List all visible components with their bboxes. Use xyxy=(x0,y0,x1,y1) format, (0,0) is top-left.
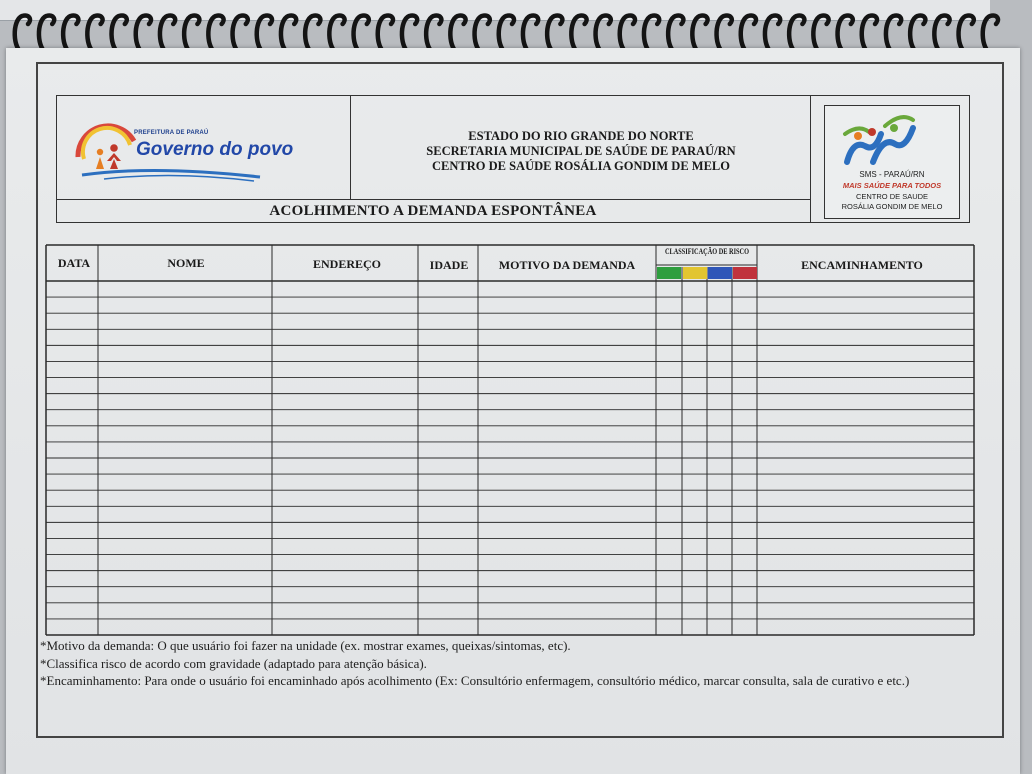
col-header-idade: IDADE xyxy=(429,258,469,272)
risk-color-swatch xyxy=(683,267,707,279)
form-notes xyxy=(40,637,980,690)
table-grid xyxy=(40,243,982,637)
header-divider xyxy=(810,95,811,223)
sms-parau-logo xyxy=(824,105,960,219)
note-classificacao: *Classifica risco de acordo com gravidade (adaptado para atenção básica). xyxy=(40,655,427,671)
sms-label: SMS - PARAÚ/RN xyxy=(859,170,925,179)
risk-color-swatch xyxy=(708,267,732,279)
note-motivo: *Motivo da demanda: O que usuário foi fazer na unidade (ex. mostrar exames, queixas/sintomas, etc). xyxy=(40,638,571,653)
centro-line-2: ROSÁLIA GONDIM DE MELO xyxy=(841,202,943,211)
risk-color-swatch xyxy=(733,267,757,279)
col-header-endereco: ENDEREÇO xyxy=(312,257,382,271)
form-title: ACOLHIMENTO A DEMANDA ESPONTÂNEA xyxy=(269,203,597,219)
form-header xyxy=(56,95,976,223)
col-header-motivo: MOTIVO DA DEMANDA xyxy=(498,258,636,272)
header-line-state: ESTADO DO RIO GRANDE DO NORTE xyxy=(468,129,694,143)
col-header-encaminhamento: ENCAMINHAMENTO xyxy=(801,258,923,272)
governo-do-povo-logo xyxy=(74,111,294,185)
header-divider xyxy=(350,95,351,199)
col-header-data: DATA xyxy=(57,256,91,270)
centro-line-1: CENTRO DE SAUDE xyxy=(855,192,929,201)
slogan: MAIS SAÚDE PARA TODOS xyxy=(842,181,942,190)
logo-text: Governo do povo xyxy=(136,139,294,160)
note-encaminhamento: *Encaminhamento: Para onde o usuário foi encaminhado após acolhimento (Ex: Consultório enfermagem, consultório médico, marcar consulta, sala de curativo e etc.) xyxy=(40,673,910,688)
institution-lines xyxy=(356,129,806,174)
risk-color-swatch xyxy=(657,267,681,279)
logo-small-text: PREFEITURA DE PARAÚ xyxy=(134,130,209,136)
header-divider xyxy=(56,199,810,200)
col-header-nome: NOME xyxy=(167,256,205,270)
sms-logo-icon xyxy=(825,106,961,170)
col-header-classificacao: CLASSIFICAÇÃO DE RISCO xyxy=(665,247,749,256)
header-line-secretaria: SECRETARIA MUNICIPAL DE SAÚDE DE PARAÚ/RN xyxy=(426,144,736,158)
registration-table xyxy=(40,243,982,637)
header-line-centro: CENTRO DE SAÚDE ROSÁLIA GONDIM DE MELO xyxy=(432,159,730,173)
